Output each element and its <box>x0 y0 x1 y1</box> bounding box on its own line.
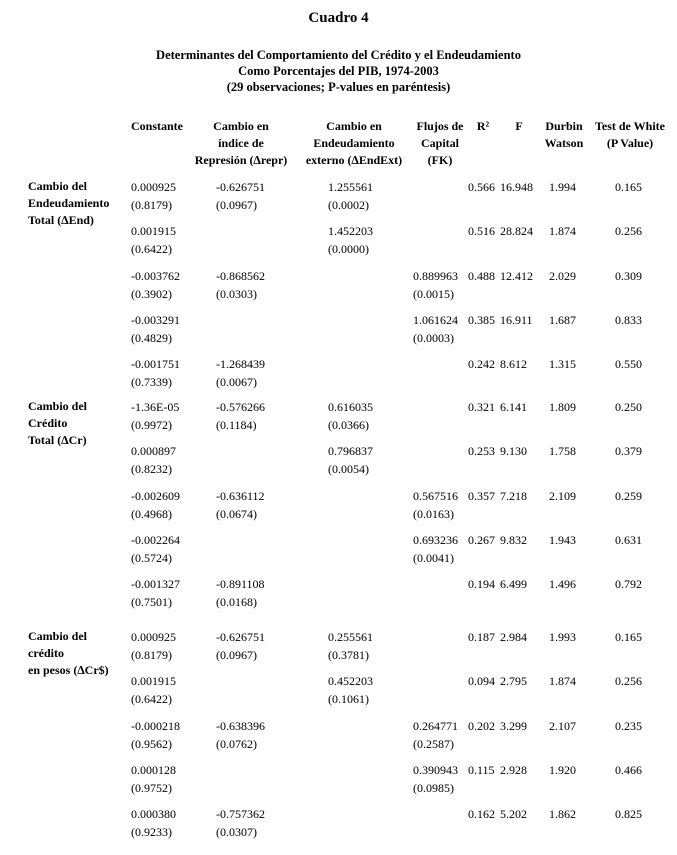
header-constante: Constante <box>130 119 183 133</box>
cell-durbin-watson: 1.496 <box>549 577 576 592</box>
cell-f: 9.832 <box>500 532 527 547</box>
table-row <box>0 761 677 801</box>
cell-f: 16.911 <box>500 312 533 327</box>
cell-endeudamiento-externo: 0.616035 (0.0366) <box>328 400 373 432</box>
cell-test-white: 0.256 <box>615 224 642 239</box>
cell-durbin-watson: 1.874 <box>549 224 576 239</box>
header-r2: R² <box>476 119 490 133</box>
cell-durbin-watson: 2.107 <box>549 718 576 733</box>
cell-f: 28.824 <box>500 224 533 239</box>
header-flujos-capital: Flujos de Capital (FK) <box>416 119 464 167</box>
cell-durbin-watson: 1.687 <box>549 312 576 327</box>
table-row <box>0 178 677 218</box>
cell-f: 7.218 <box>500 488 527 503</box>
cell-f: 6.499 <box>500 577 527 592</box>
cell-test-white: 0.235 <box>615 718 642 733</box>
header-f: F <box>515 119 523 133</box>
cell-endeudamiento-externo: 0.255561 (0.3781) <box>328 630 373 662</box>
cell-r2: 0.385 <box>468 312 495 327</box>
cell-test-white: 0.631 <box>615 532 642 547</box>
cell-durbin-watson: 2.109 <box>549 488 576 503</box>
cell-r2: 0.516 <box>468 224 495 239</box>
table-row <box>0 311 677 351</box>
cell-constante: -0.002609 (0.4968) <box>131 488 180 521</box>
cell-constante: -1.36E-05 (0.9972) <box>131 400 180 432</box>
table-row <box>0 717 677 757</box>
cell-durbin-watson: 1.994 <box>549 180 576 194</box>
cell-r2: 0.162 <box>468 807 495 822</box>
cell-r2: 0.094 <box>468 674 495 689</box>
header-test-white: Test de White (P Value) <box>594 119 665 150</box>
table-row <box>0 222 677 262</box>
cell-test-white: 0.550 <box>615 357 642 372</box>
cell-constante: 0.000897 (0.8232) <box>131 444 176 477</box>
cell-r2: 0.566 <box>468 180 495 194</box>
group-label-credito-total: Cambio del Crédito Total (∆Cr) <box>28 399 88 447</box>
cell-constante: 0.000925 (0.8179) <box>131 630 176 662</box>
cell-constante: -0.003291 (0.4829) <box>131 312 180 345</box>
cell-r2: 0.357 <box>468 488 495 503</box>
subtitle-line-2: Como Porcentajes del PIB, 1974-2003 <box>238 64 439 78</box>
header-endeudamiento-externo: Cambio en Endeudamiento externo (∆EndExt) <box>305 119 403 167</box>
cell-test-white: 0.466 <box>615 762 642 777</box>
cell-durbin-watson: 1.874 <box>549 674 576 689</box>
cell-f: 2.984 <box>500 630 527 644</box>
cell-test-white: 0.833 <box>615 312 642 327</box>
cell-test-white: 0.250 <box>615 400 642 414</box>
table-row <box>0 442 677 482</box>
cell-constante: -0.000218 (0.9562) <box>131 718 180 751</box>
cell-durbin-watson: 1.943 <box>549 532 576 547</box>
table-row <box>0 267 677 307</box>
cell-durbin-watson: 1.315 <box>549 357 576 372</box>
cell-test-white: 0.259 <box>615 488 642 503</box>
cell-constante: 0.001915 (0.6422) <box>131 224 176 257</box>
cell-r2: 0.267 <box>468 532 495 547</box>
cell-f: 5.202 <box>500 807 527 822</box>
cell-represion: -0.576266 (0.1184) <box>216 400 265 432</box>
cell-represion: -0.891108 (0.0168) <box>216 577 265 610</box>
cell-durbin-watson: 1.758 <box>549 444 576 459</box>
table-row <box>0 355 677 395</box>
cell-flujos-capital: 0.567516 (0.0163) <box>413 488 458 521</box>
table-row <box>0 805 677 845</box>
table-row <box>0 575 677 615</box>
table-row <box>0 531 677 571</box>
cell-constante: -0.001327 (0.7501) <box>131 577 180 610</box>
cell-test-white: 0.825 <box>615 807 642 822</box>
cell-f: 6.141 <box>500 400 527 414</box>
cell-represion: -1.268439 (0.0067) <box>216 357 265 390</box>
cell-durbin-watson: 2.029 <box>549 268 576 283</box>
cell-flujos-capital: 0.264771 (0.2587) <box>413 718 458 751</box>
table-row <box>0 487 677 527</box>
table-title: Cuadro 4 <box>308 10 369 26</box>
cell-f: 9.130 <box>500 444 527 459</box>
cell-r2: 0.187 <box>468 630 495 644</box>
cell-constante: 0.001915 (0.6422) <box>131 674 176 707</box>
cell-f: 12.412 <box>500 268 533 283</box>
cell-endeudamiento-externo: 1.255561 (0.0002) <box>328 180 373 212</box>
group-label-credito-pesos: Cambio del crédito en pesos (∆Cr$) <box>28 629 109 677</box>
cell-represion: -0.626751 (0.0967) <box>216 630 265 662</box>
cell-r2: 0.242 <box>468 357 495 372</box>
cell-f: 8.612 <box>500 357 527 372</box>
cell-durbin-watson: 1.993 <box>549 630 576 644</box>
cell-r2: 0.115 <box>468 762 495 777</box>
cell-endeudamiento-externo: 0.796837 (0.0054) <box>328 444 373 477</box>
cell-test-white: 0.256 <box>615 674 642 689</box>
cell-represion: -0.868562 (0.0303) <box>216 268 265 301</box>
cell-endeudamiento-externo: 1.452203 (0.0000) <box>328 224 373 257</box>
cell-represion: -0.757362 (0.0307) <box>216 807 265 840</box>
subtitle-line-1: Determinantes del Comportamiento del Crédito y el Endeudamiento <box>156 48 521 62</box>
cell-constante: -0.003762 (0.3902) <box>131 268 180 301</box>
cell-r2: 0.202 <box>468 718 495 733</box>
cell-test-white: 0.309 <box>615 268 642 283</box>
cell-durbin-watson: 1.809 <box>549 400 576 414</box>
cell-f: 3.299 <box>500 718 527 733</box>
cell-represion: -0.638396 (0.0762) <box>216 718 265 751</box>
cell-endeudamiento-externo: 0.452203 (0.1061) <box>328 674 373 707</box>
cell-constante: 0.000925 (0.8179) <box>131 180 176 212</box>
cell-r2: 0.194 <box>468 577 495 592</box>
cell-test-white: 0.379 <box>615 444 642 459</box>
cell-r2: 0.488 <box>468 268 495 283</box>
cell-test-white: 0.165 <box>615 180 642 194</box>
cell-flujos-capital: 0.390943 (0.0985) <box>413 762 458 795</box>
cell-test-white: 0.792 <box>615 577 642 592</box>
group-label-endeudamiento: Cambio del Endeudamiento Total (∆End) <box>28 179 110 227</box>
table-row <box>0 628 677 668</box>
cell-durbin-watson: 1.862 <box>549 807 576 822</box>
cell-constante: -0.001751 (0.7339) <box>131 357 180 390</box>
subtitle-line-3: (29 observaciones; P-values en paréntesis) <box>226 80 451 94</box>
header-represion: Cambio en índice de Represión (∆repr) <box>194 119 288 167</box>
cell-r2: 0.321 <box>468 400 495 414</box>
cell-flujos-capital: 0.693236 (0.0041) <box>413 532 458 565</box>
cell-constante: 0.000128 (0.9752) <box>131 762 176 795</box>
cell-f: 2.928 <box>500 762 527 777</box>
header-durbin-watson: Durbin Watson <box>544 119 584 150</box>
table-row <box>0 672 677 712</box>
cell-constante: 0.000380 (0.9233) <box>131 807 176 840</box>
cell-test-white: 0.165 <box>615 630 642 644</box>
table-row <box>0 398 677 438</box>
cell-f: 2.795 <box>500 674 527 689</box>
cell-represion: -0.636112 (0.0674) <box>216 488 265 521</box>
cell-durbin-watson: 1.920 <box>549 762 576 777</box>
cell-f: 16.948 <box>500 180 533 194</box>
cell-flujos-capital: 0.889963 (0.0015) <box>413 268 458 301</box>
cell-represion: -0.626751 (0.0967) <box>216 180 265 212</box>
cell-constante: -0.002264 (0.5724) <box>131 532 180 565</box>
cell-flujos-capital: 1.061624 (0.0003) <box>413 312 458 345</box>
cell-r2: 0.253 <box>468 444 495 459</box>
